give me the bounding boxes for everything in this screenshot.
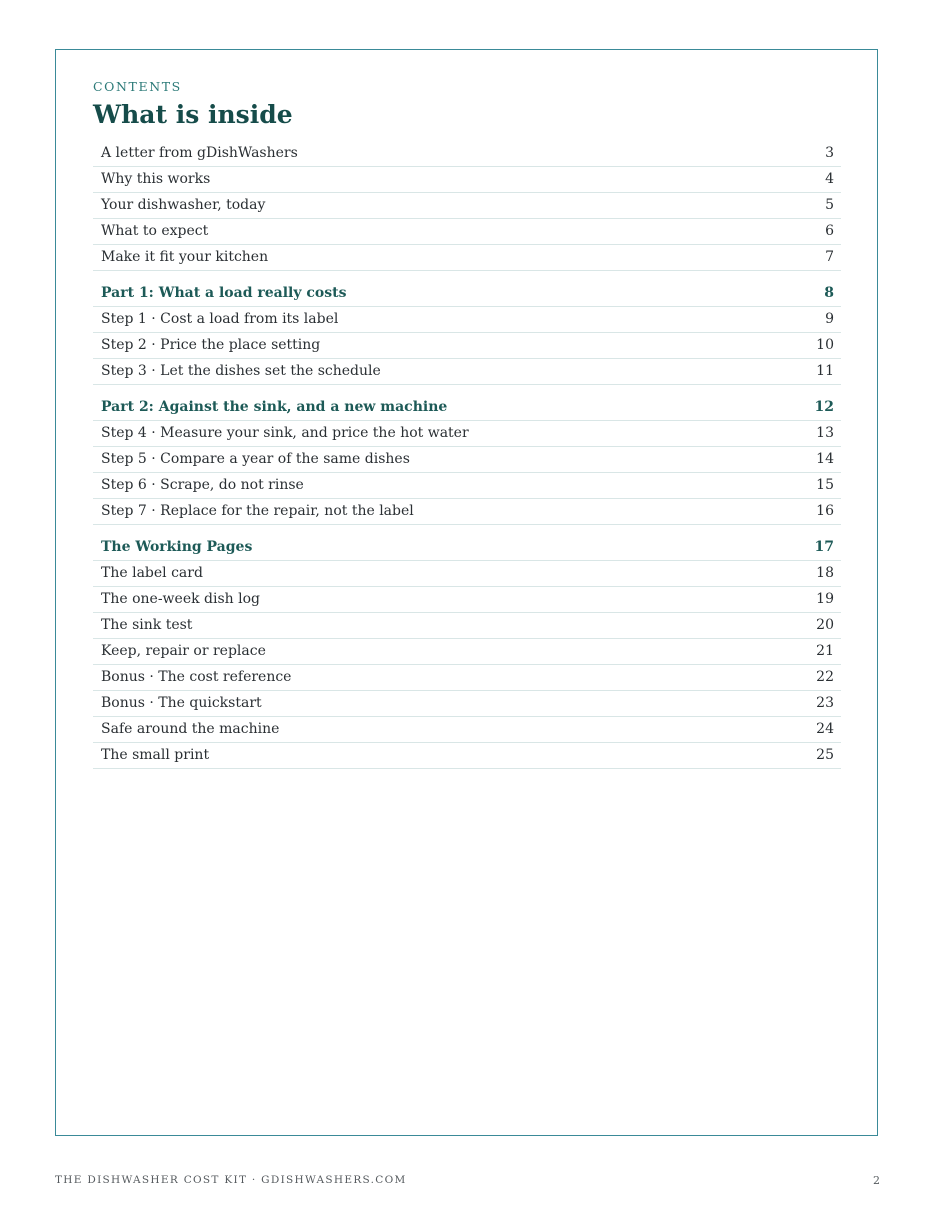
toc-section-label: Part 2: Against the sink, and a new machine — [101, 399, 448, 415]
toc-row[interactable] — [93, 587, 841, 613]
toc-row[interactable] — [93, 639, 841, 665]
toc-entry-page: 11 — [816, 363, 834, 379]
toc-row[interactable] — [93, 743, 841, 769]
toc-row[interactable] — [93, 167, 841, 193]
toc-entry-label: Step 4 · Measure your sink, and price the hot water — [101, 425, 469, 441]
toc-row[interactable] — [93, 193, 841, 219]
toc-entry-page: 24 — [816, 721, 834, 737]
toc-entry-page: 21 — [816, 643, 834, 659]
toc-entry-label: What to expect — [101, 223, 209, 239]
table-of-contents — [93, 141, 841, 769]
toc-row[interactable] — [93, 473, 841, 499]
toc-row[interactable] — [93, 333, 841, 359]
toc-entry-label: Step 2 · Price the place setting — [101, 337, 321, 353]
toc-entry-page: 6 — [825, 223, 834, 239]
toc-row[interactable] — [93, 219, 841, 245]
toc-entry-page: 22 — [816, 669, 834, 685]
toc-row[interactable] — [93, 359, 841, 385]
toc-entry-label: Step 7 · Replace for the repair, not the label — [101, 503, 414, 519]
toc-entry-page: 15 — [816, 477, 834, 493]
toc-entry-page: 18 — [816, 565, 834, 581]
toc-section-page: 8 — [824, 285, 834, 301]
toc-entry-page: 25 — [816, 747, 834, 763]
toc-entry-label: Why this works — [101, 171, 211, 187]
toc-entry-label: Step 6 · Scrape, do not rinse — [101, 477, 304, 493]
toc-entry-page: 4 — [825, 171, 834, 187]
toc-row[interactable] — [93, 691, 841, 717]
page-title: What is inside — [93, 100, 293, 129]
toc-entry-page: 16 — [816, 503, 834, 519]
toc-entry-label: Step 3 · Let the dishes set the schedule — [101, 363, 381, 379]
toc-entry-page: 20 — [816, 617, 834, 633]
footer-page-number: 2 — [873, 1174, 880, 1187]
toc-entry-page: 9 — [825, 311, 834, 327]
toc-row[interactable] — [93, 141, 841, 167]
toc-section-page: 12 — [814, 399, 834, 415]
toc-entry-label: Step 1 · Cost a load from its label — [101, 311, 339, 327]
toc-entry-label: Bonus · The quickstart — [101, 695, 262, 711]
toc-entry-label: The small print — [101, 747, 210, 763]
toc-entry-page: 7 — [825, 249, 834, 265]
toc-section-page: 17 — [814, 539, 834, 555]
contents-eyebrow: CONTENTS — [93, 79, 182, 94]
footer-title: THE DISHWASHER COST KIT · GDISHWASHERS.COM — [55, 1174, 407, 1186]
toc-section-label: Part 1: What a load really costs — [101, 285, 347, 301]
toc-section-label: The Working Pages — [101, 539, 253, 555]
toc-row[interactable] — [93, 421, 841, 447]
toc-section-row[interactable] — [93, 395, 841, 421]
toc-entry-label: The sink test — [101, 617, 193, 633]
toc-entry-label: A letter from gDishWashers — [101, 145, 298, 161]
toc-entry-label: Your dishwasher, today — [101, 197, 266, 213]
toc-entry-page: 13 — [816, 425, 834, 441]
toc-entry-page: 19 — [816, 591, 834, 607]
toc-entry-label: The one-week dish log — [101, 591, 260, 607]
toc-entry-label: Step 5 · Compare a year of the same dishes — [101, 451, 410, 467]
toc-entry-page: 14 — [816, 451, 834, 467]
toc-row[interactable] — [93, 665, 841, 691]
toc-entry-page: 23 — [816, 695, 834, 711]
toc-entry-label: The label card — [101, 565, 203, 581]
toc-section-row[interactable] — [93, 535, 841, 561]
toc-row[interactable] — [93, 245, 841, 271]
toc-row[interactable] — [93, 307, 841, 333]
toc-row[interactable] — [93, 561, 841, 587]
toc-row[interactable] — [93, 499, 841, 525]
toc-row[interactable] — [93, 447, 841, 473]
toc-entry-page: 10 — [816, 337, 834, 353]
toc-row[interactable] — [93, 717, 841, 743]
toc-entry-label: Make it fit your kitchen — [101, 249, 269, 265]
toc-entry-page: 5 — [825, 197, 834, 213]
toc-entry-label: Bonus · The cost reference — [101, 669, 292, 685]
toc-entry-page: 3 — [825, 145, 834, 161]
toc-entry-label: Safe around the machine — [101, 721, 280, 737]
toc-row[interactable] — [93, 613, 841, 639]
toc-entry-label: Keep, repair or replace — [101, 643, 266, 659]
toc-section-row[interactable] — [93, 281, 841, 307]
